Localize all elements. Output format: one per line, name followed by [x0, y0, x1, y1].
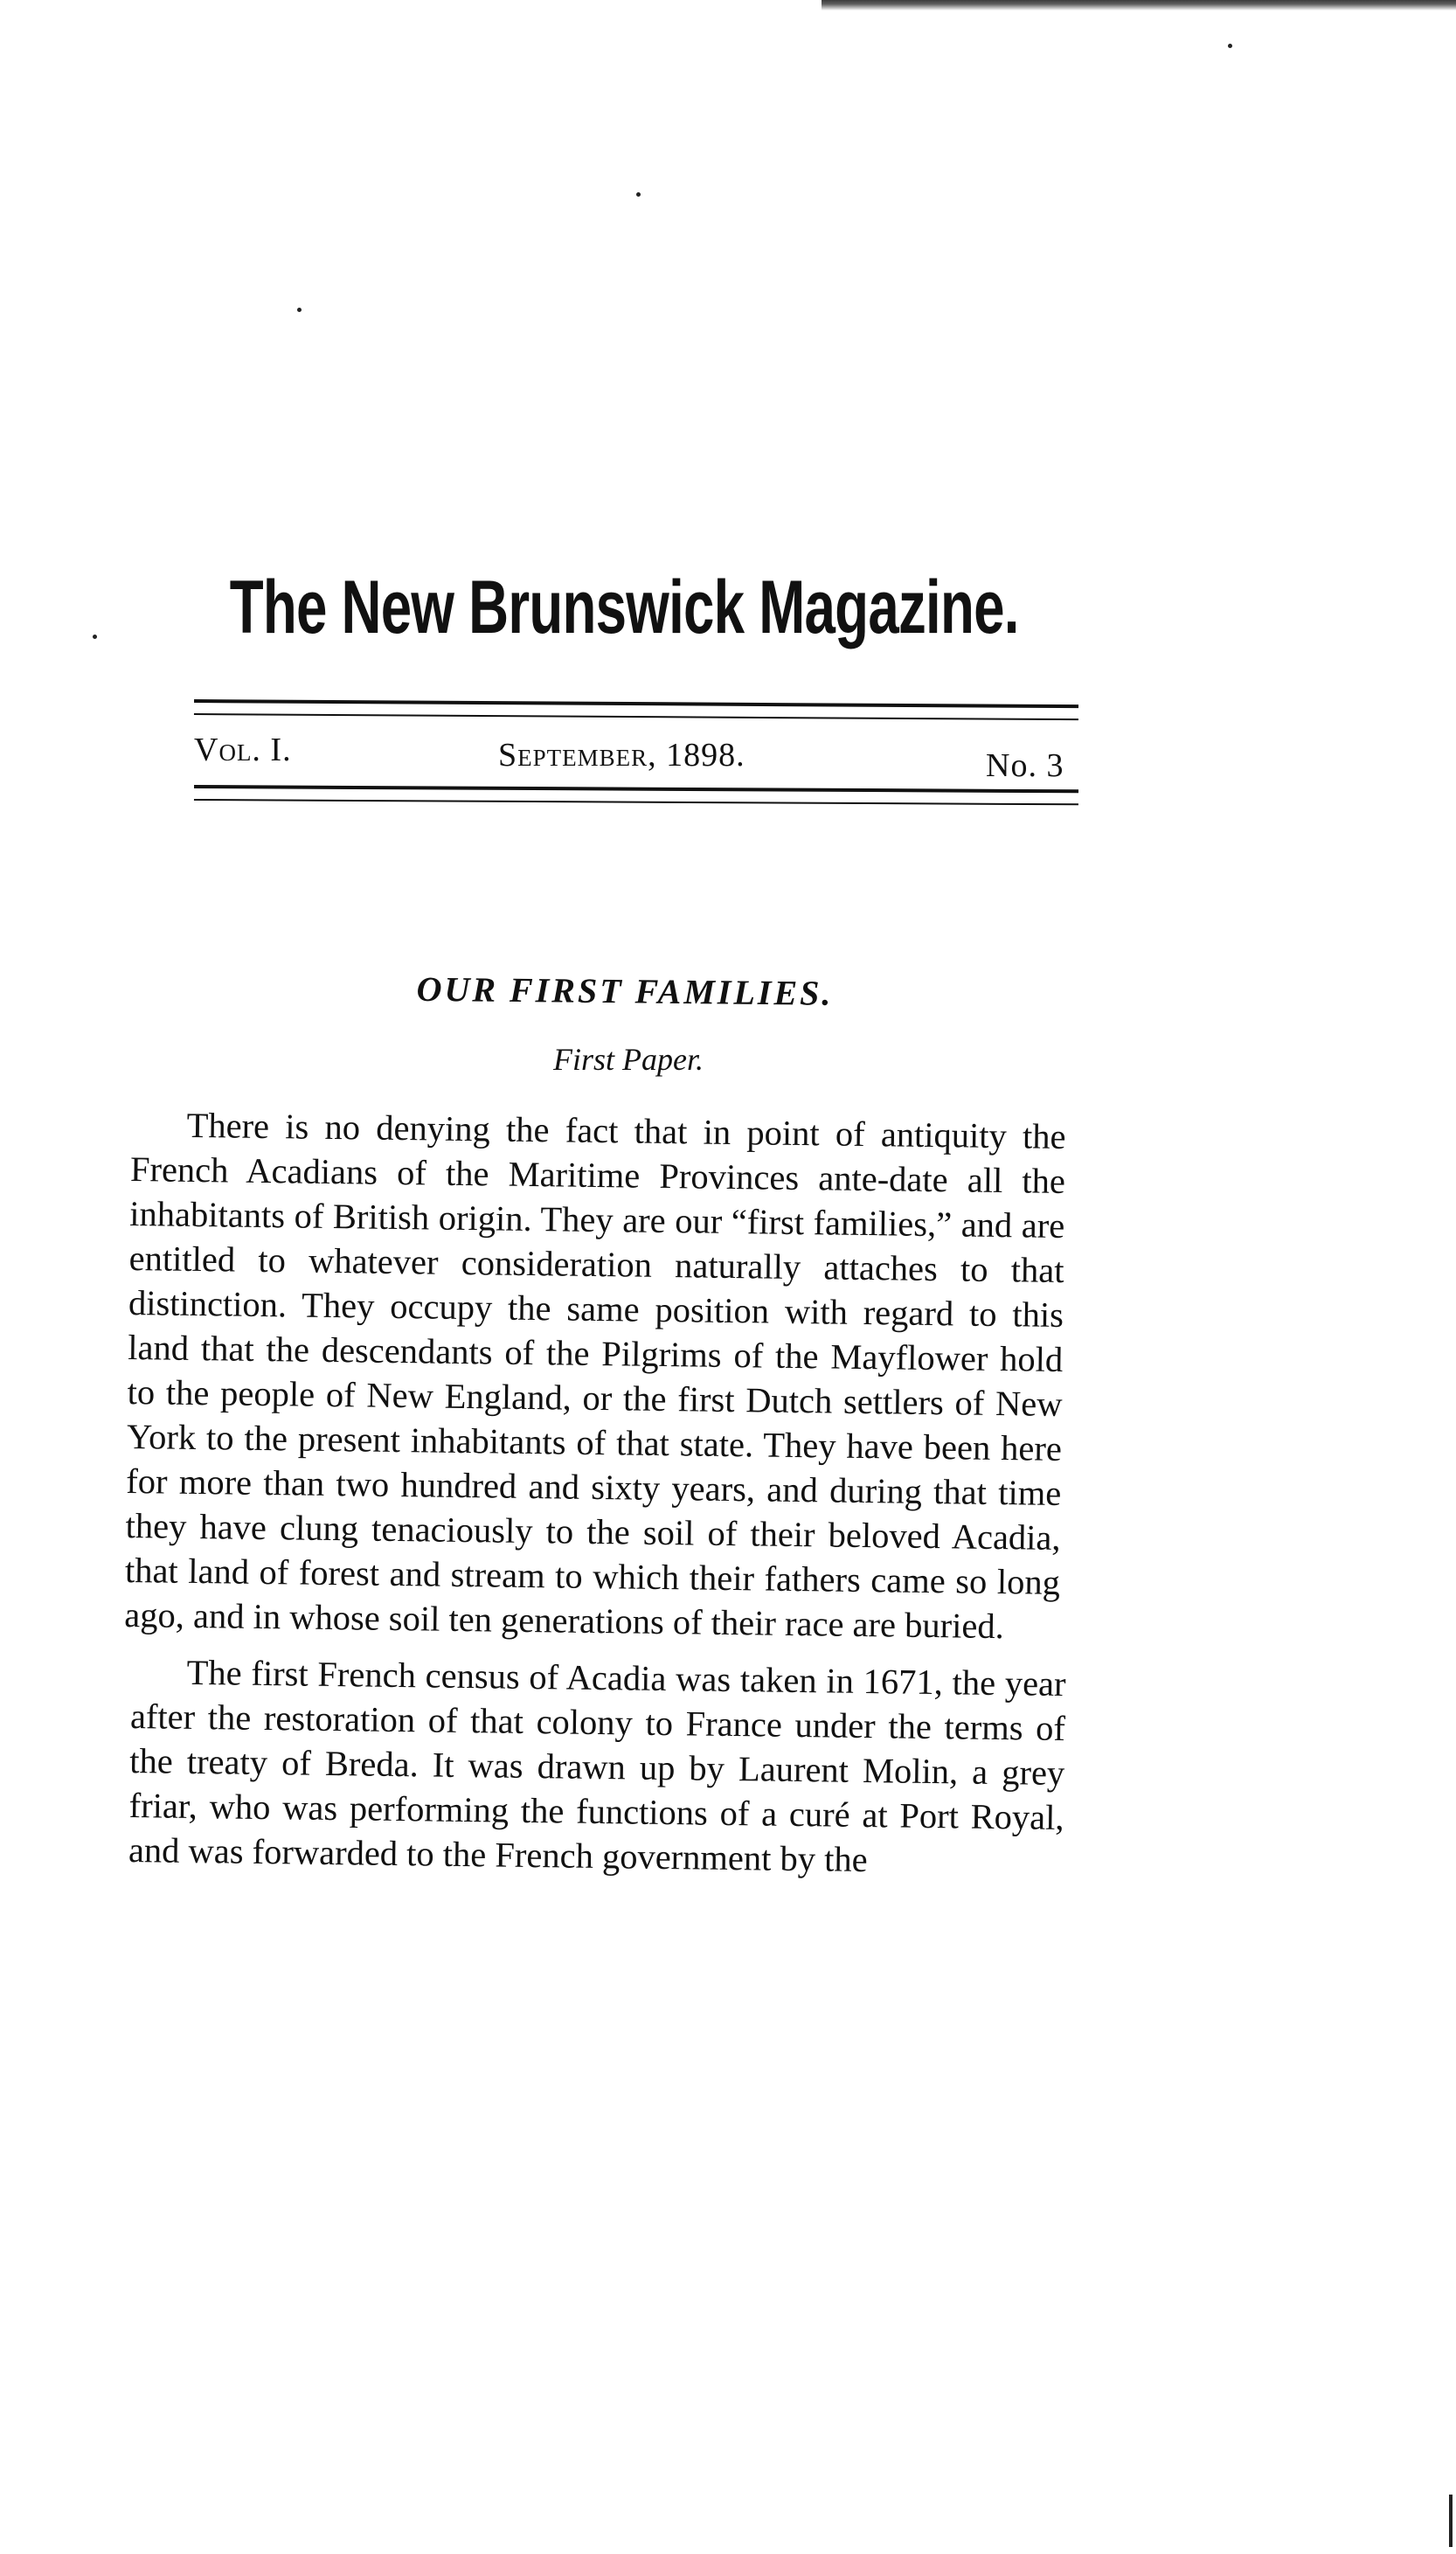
volume-label: Vol. I.: [194, 732, 292, 768]
scan-speck: [636, 192, 641, 197]
article-paragraph: There is no denying the fact that in point of antiquity the French Acadians of the Maritime Provinces ante-date all the inhabitants of British origin. They are our “first families,” and are entitled to whatever consideration naturally attaches to that distinction. They occupy the same position with regard to this land that the descendants of the Pilgrims of the Mayflower hold to the people of New England, or the first Dutch settlers of New York to the present inhabitants of that state. They have been here for more than two hundred and sixty years, and during that time they have clung tenaciously to the soil of their beloved Acadia, that land of forest and stream to which their fathers came so long ago, and in whose soil ten generations of their race are buried.: [124, 1105, 1066, 1647]
article-subtitle: First Paper.: [552, 1042, 704, 1077]
scan-edge-artifact: [822, 0, 1456, 10]
masthead-rule-bottom: [194, 785, 1078, 805]
scan-speck: [297, 308, 302, 312]
scan-speck: [1228, 44, 1232, 48]
issue-info-row: [194, 715, 1078, 784]
magazine-title: The New Brunswick Magazine.: [229, 566, 1019, 649]
article-paragraph: The first French census of Acadia was taken in 1671, the year after the restoration of that colony to France under the terms of the treaty of Breda. It was drawn up by Laurent Molin, a grey friar, who was performing the functions of a curé at Port Royal, and was forwarded to the French government by the: [128, 1652, 1066, 1880]
issue-date: September, 1898.: [498, 737, 745, 774]
article-title: OUR FIRST FAMILIES.: [416, 968, 834, 1013]
issue-number: No. 3: [986, 747, 1064, 784]
masthead: [194, 559, 1085, 801]
scan-edge-mark: [1449, 2495, 1453, 2547]
article: [124, 968, 1066, 1880]
scan-speck: [93, 635, 97, 639]
